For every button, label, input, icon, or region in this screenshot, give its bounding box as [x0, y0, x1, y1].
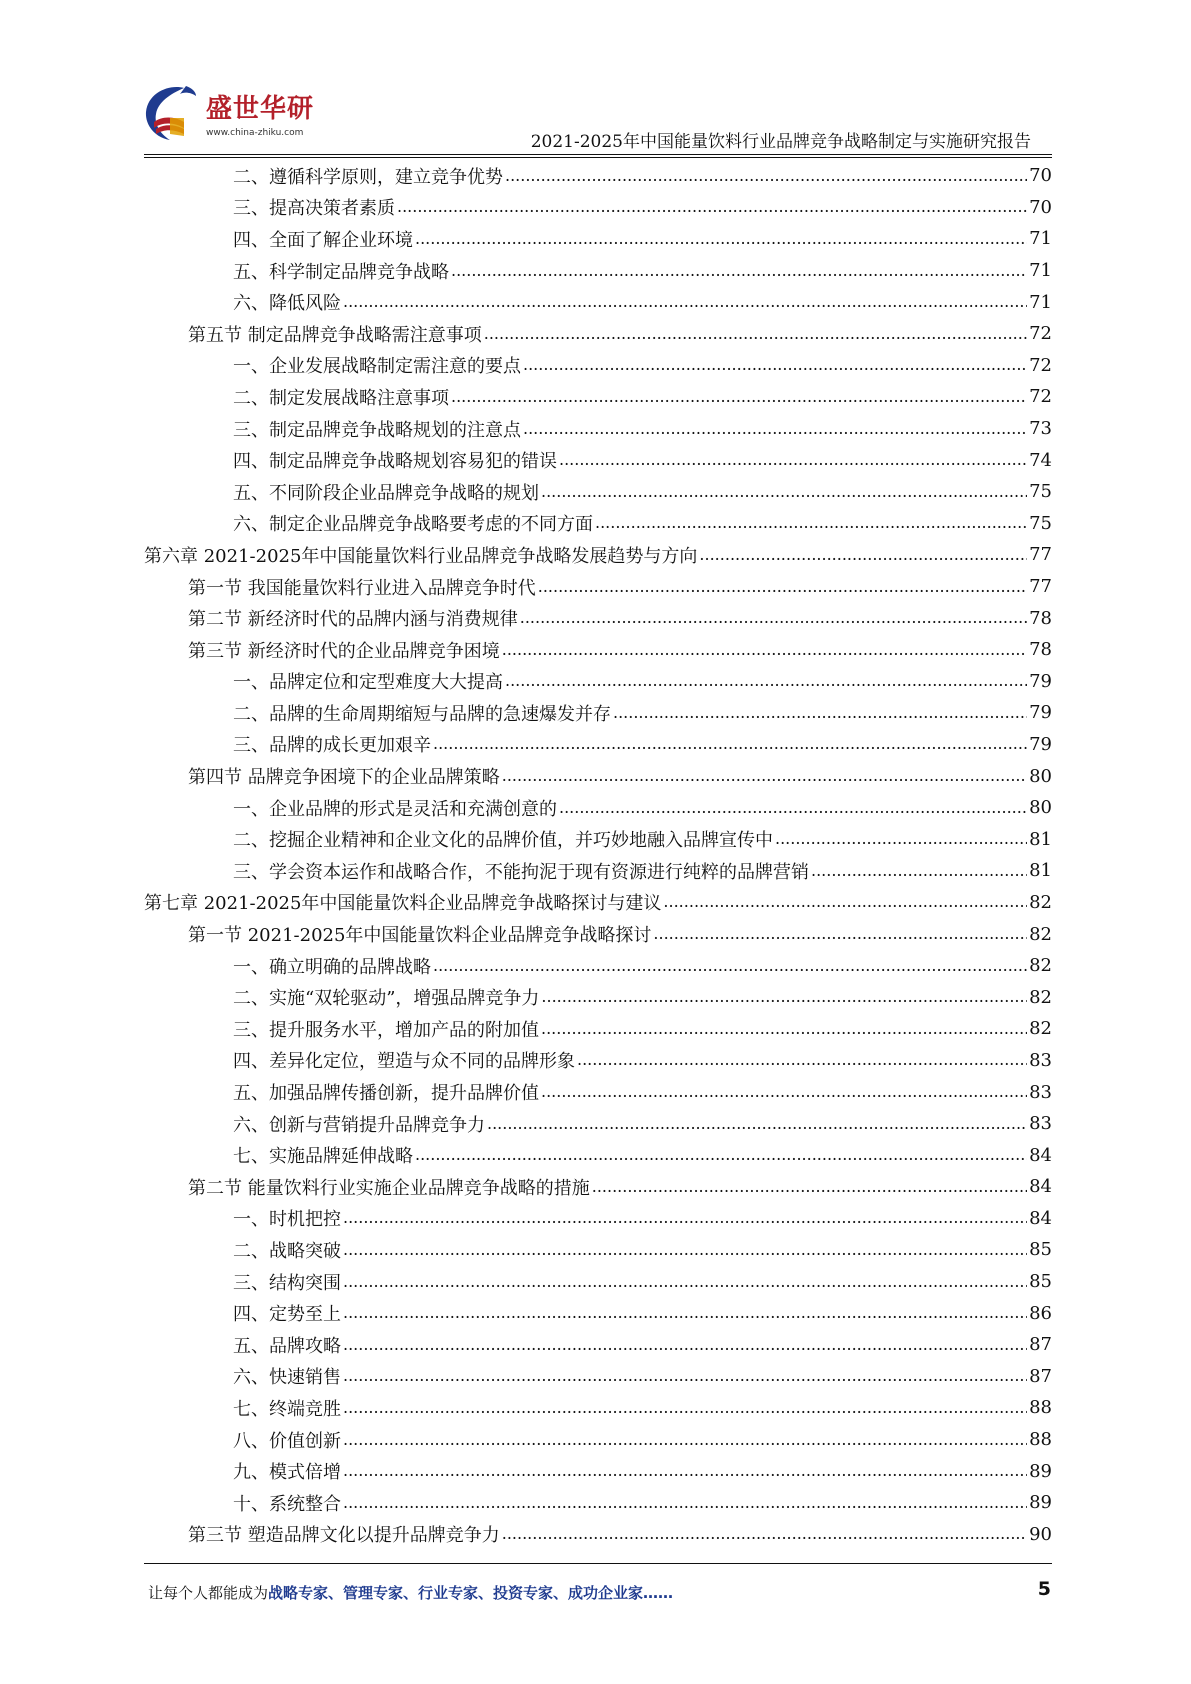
- toc-entry[interactable]: [144, 318, 1052, 350]
- toc-leader-dots: [343, 1336, 1027, 1354]
- toc-entry-title: 一、时机把控: [233, 1209, 341, 1231]
- toc-entry-page: 79: [1029, 702, 1052, 724]
- toc-entry[interactable]: [144, 1013, 1052, 1045]
- toc-leader-dots: [397, 198, 1027, 216]
- toc-entry[interactable]: [144, 634, 1052, 666]
- toc-entry-page: 84: [1029, 1144, 1052, 1166]
- toc-entry-page: 77: [1029, 544, 1052, 566]
- toc-entry-page: 90: [1029, 1523, 1052, 1545]
- toc-entry-page: 74: [1029, 449, 1052, 471]
- toc-entry[interactable]: [144, 1487, 1052, 1519]
- toc-entry[interactable]: [144, 444, 1052, 476]
- toc-leader-dots: [559, 799, 1027, 817]
- brand-logo-icon: [140, 82, 202, 144]
- toc-entry-page: 82: [1029, 1018, 1052, 1040]
- toc-entry-page: 81: [1029, 828, 1052, 850]
- toc-entry[interactable]: [144, 760, 1052, 792]
- toc-entry-page: 70: [1029, 165, 1052, 187]
- toc-entry-page: 71: [1029, 260, 1052, 282]
- toc-entry[interactable]: [144, 1361, 1052, 1393]
- toc-entry-title: 六、快速销售: [233, 1367, 341, 1389]
- toc-entry-title: 第四节 品牌竞争困境下的企业品牌策略: [188, 767, 500, 789]
- toc-entry-title: 四、制定品牌竞争战略规划容易犯的错误: [233, 451, 557, 473]
- toc-entry-title: 三、学会资本运作和战略合作，不能拘泥于现有资源进行纯粹的品牌营销: [233, 861, 809, 883]
- toc-leader-dots: [484, 325, 1027, 343]
- toc-entry-page: 70: [1029, 196, 1052, 218]
- toc-leader-dots: [577, 1051, 1027, 1069]
- toc-entry-title: 四、定势至上: [233, 1304, 341, 1326]
- toc-entry[interactable]: [144, 255, 1052, 287]
- toc-leader-dots: [523, 356, 1027, 374]
- toc-leader-dots: [343, 1399, 1027, 1417]
- toc-leader-dots: [541, 1020, 1027, 1038]
- toc-entry-title: 一、企业发展战略制定需注意的要点: [233, 356, 521, 378]
- toc-entry-page: 83: [1029, 1113, 1052, 1135]
- toc-leader-dots: [433, 957, 1027, 975]
- report-title: 2021-2025年中国能量饮料行业品牌竞争战略制定与实施研究报告: [530, 132, 1031, 152]
- toc-leader-dots: [343, 1241, 1027, 1259]
- toc-entry-page: 79: [1029, 670, 1052, 692]
- toc-entry[interactable]: [144, 381, 1052, 413]
- toc-entry-page: 78: [1029, 607, 1052, 629]
- toc-leader-dots: [451, 388, 1027, 406]
- toc-entry-title: 第一节 我国能量饮料行业进入品牌竞争时代: [188, 577, 536, 599]
- toc-leader-dots: [415, 230, 1027, 248]
- toc-entry-title: 三、提升服务水平，增加产品的附加值: [233, 1019, 539, 1041]
- toc-entry-page: 80: [1029, 797, 1052, 819]
- toc-entry-title: 六、创新与营销提升品牌竞争力: [233, 1114, 485, 1136]
- toc-entry-title: 十、系统整合: [233, 1493, 341, 1515]
- toc-entry[interactable]: [144, 1171, 1052, 1203]
- toc-entry[interactable]: [144, 223, 1052, 255]
- toc-entry-page: 85: [1029, 1239, 1052, 1261]
- toc-entry-page: 85: [1029, 1271, 1052, 1293]
- toc-entry-title: 二、遵循科学原则，建立竞争优势: [233, 166, 503, 188]
- toc-entry-page: 72: [1029, 386, 1052, 408]
- toc-leader-dots: [502, 641, 1027, 659]
- toc-entry[interactable]: [144, 1519, 1052, 1551]
- toc-entry-page: 82: [1029, 986, 1052, 1008]
- toc-leader-dots: [343, 1462, 1027, 1480]
- header-divider: [144, 154, 1052, 158]
- toc-entry[interactable]: [144, 508, 1052, 540]
- toc-entry[interactable]: [144, 697, 1052, 729]
- toc-leader-dots: [343, 1209, 1027, 1227]
- toc-entry-page: 87: [1029, 1365, 1052, 1387]
- toc-entry-title: 七、实施品牌延伸战略: [233, 1146, 413, 1168]
- toc-entry-page: 84: [1029, 1176, 1052, 1198]
- toc-leader-dots: [502, 767, 1027, 785]
- toc-leader-dots: [538, 578, 1027, 596]
- toc-leader-dots: [613, 704, 1027, 722]
- toc-entry[interactable]: [144, 666, 1052, 698]
- toc-entry-page: 86: [1029, 1302, 1052, 1324]
- toc-entry-page: 89: [1029, 1492, 1052, 1514]
- toc-leader-dots: [505, 167, 1027, 185]
- toc-entry[interactable]: [144, 792, 1052, 824]
- toc-entry-title: 三、结构突围: [233, 1272, 341, 1294]
- toc-entry[interactable]: [144, 1266, 1052, 1298]
- toc-entry[interactable]: [144, 729, 1052, 761]
- toc-entry[interactable]: [144, 602, 1052, 634]
- toc-entry-title: 二、挖掘企业精神和企业文化的品牌价值，并巧妙地融入品牌宣传中: [233, 830, 773, 852]
- toc-entry-title: 三、制定品牌竞争战略规划的注意点: [233, 419, 521, 441]
- toc-entry-title: 五、品牌攻略: [233, 1335, 341, 1357]
- toc-leader-dots: [541, 1083, 1027, 1101]
- toc-leader-dots: [559, 451, 1027, 469]
- toc-leader-dots: [343, 1367, 1027, 1385]
- toc-leader-dots: [699, 546, 1027, 564]
- toc-entry-title: 一、品牌定位和定型难度大大提高: [233, 672, 503, 694]
- toc-entry-page: 79: [1029, 733, 1052, 755]
- toc-leader-dots: [775, 830, 1027, 848]
- toc-entry-title: 四、全面了解企业环境: [233, 229, 413, 251]
- toc-entry-title: 五、不同阶段企业品牌竞争战略的规划: [233, 482, 539, 504]
- toc-entry-page: 80: [1029, 765, 1052, 787]
- toc-entry-title: 第二节 能量饮料行业实施企业品牌竞争战略的措施: [188, 1177, 590, 1199]
- toc-entry-title: 一、企业品牌的形式是灵活和充满创意的: [233, 798, 557, 820]
- toc-entry-title: 五、科学制定品牌竞争战略: [233, 261, 449, 283]
- toc-entry-page: 82: [1029, 891, 1052, 913]
- toc-entry-page: 84: [1029, 1207, 1052, 1229]
- toc-leader-dots: [343, 1431, 1027, 1449]
- toc-entry-page: 82: [1029, 923, 1052, 945]
- toc-leader-dots: [811, 862, 1027, 880]
- toc-leader-dots: [343, 1304, 1027, 1322]
- toc-leader-dots: [415, 1146, 1027, 1164]
- toc-leader-dots: [502, 1525, 1027, 1543]
- toc-entry[interactable]: [144, 350, 1052, 382]
- toc-leader-dots: [541, 988, 1027, 1006]
- toc-leader-dots: [451, 262, 1027, 280]
- toc-entry[interactable]: [144, 1045, 1052, 1077]
- toc-entry-title: 四、差异化定位，塑造与众不同的品牌形象: [233, 1051, 575, 1073]
- toc-entry-page: 75: [1029, 481, 1052, 503]
- toc-leader-dots: [595, 514, 1027, 532]
- brand-url: www.china-zhiku.com: [206, 128, 304, 138]
- toc-entry[interactable]: [144, 1424, 1052, 1456]
- toc-entry[interactable]: [144, 823, 1052, 855]
- toc-entry-page: 71: [1029, 291, 1052, 313]
- toc-entry[interactable]: [144, 887, 1052, 919]
- toc-entry-title: 三、提高决策者素质: [233, 198, 395, 220]
- brand-logo: [140, 82, 340, 152]
- toc-entry-page: 75: [1029, 512, 1052, 534]
- toc-entry[interactable]: [144, 539, 1052, 571]
- toc-entry-page: 77: [1029, 576, 1052, 598]
- toc-entry-title: 二、品牌的生命周期缩短与品牌的急速爆发并存: [233, 703, 611, 725]
- toc-entry-page: 88: [1029, 1429, 1052, 1451]
- toc-entry-title: 六、降低风险: [233, 293, 341, 315]
- footer-lead-text: 让每个人都能成为: [148, 1584, 269, 1602]
- page-number: 5: [1037, 1578, 1051, 1600]
- toc-entry[interactable]: [144, 918, 1052, 950]
- toc-entry[interactable]: [144, 981, 1052, 1013]
- toc-entry[interactable]: [144, 413, 1052, 445]
- toc-entry-title: 五、加强品牌传播创新，提升品牌价值: [233, 1083, 539, 1105]
- toc-entry[interactable]: [144, 855, 1052, 887]
- toc-entry[interactable]: [144, 192, 1052, 224]
- toc-entry-page: 71: [1029, 228, 1052, 250]
- footer-slogan: [148, 1582, 673, 1603]
- footer-divider: [144, 1563, 1052, 1564]
- toc-entry-title: 七、终端竞胜: [233, 1398, 341, 1420]
- toc-leader-dots: [663, 893, 1027, 911]
- toc-leader-dots: [433, 735, 1027, 753]
- toc-entry[interactable]: [144, 1139, 1052, 1171]
- toc-entry-page: 81: [1029, 860, 1052, 882]
- toc-entry-page: 78: [1029, 639, 1052, 661]
- toc-leader-dots: [520, 609, 1027, 627]
- toc-entry-title: 三、品牌的成长更加艰辛: [233, 735, 431, 757]
- toc-entry-title: 第五节 制定品牌竞争战略需注意事项: [188, 324, 482, 346]
- toc-entry[interactable]: [144, 476, 1052, 508]
- toc-entry-title: 第三节 塑造品牌文化以提升品牌竞争力: [188, 1525, 500, 1547]
- toc-entry[interactable]: [144, 1076, 1052, 1108]
- toc-entry[interactable]: [144, 571, 1052, 603]
- table-of-contents: [144, 160, 1052, 1550]
- toc-leader-dots: [343, 1494, 1027, 1512]
- toc-entry-title: 第六章 2021-2025年中国能量饮料行业品牌竞争战略发展趋势与方向: [144, 545, 698, 567]
- toc-entry-page: 73: [1029, 418, 1052, 440]
- toc-entry[interactable]: [144, 1234, 1052, 1266]
- toc-entry-title: 第二节 新经济时代的品牌内涵与消费规律: [188, 609, 518, 631]
- toc-entry-page: 83: [1029, 1049, 1052, 1071]
- toc-leader-dots: [487, 1115, 1027, 1133]
- toc-entry[interactable]: [144, 1203, 1052, 1235]
- toc-entry-page: 72: [1029, 323, 1052, 345]
- toc-entry-title: 八、价值创新: [233, 1430, 341, 1452]
- toc-leader-dots: [592, 1178, 1027, 1196]
- toc-leader-dots: [505, 672, 1027, 690]
- toc-entry-page: 89: [1029, 1460, 1052, 1482]
- toc-leader-dots: [343, 1273, 1027, 1291]
- toc-entry-title: 二、制定发展战略注意事项: [233, 387, 449, 409]
- toc-entry[interactable]: [144, 1329, 1052, 1361]
- toc-entry-title: 第一节 2021-2025年中国能量饮料企业品牌竞争战略探讨: [188, 925, 652, 947]
- toc-entry[interactable]: [144, 950, 1052, 982]
- toc-entry-title: 第七章 2021-2025年中国能量饮料企业品牌竞争战略探讨与建议: [144, 893, 662, 915]
- toc-entry[interactable]: [144, 1108, 1052, 1140]
- toc-leader-dots: [541, 483, 1027, 501]
- toc-entry-page: 82: [1029, 955, 1052, 977]
- toc-entry-page: 87: [1029, 1334, 1052, 1356]
- toc-leader-dots: [653, 925, 1027, 943]
- footer-highlight-text: 战略专家、管理专家、行业专家、投资专家、成功企业家……: [268, 1584, 674, 1602]
- toc-entry[interactable]: [144, 1455, 1052, 1487]
- toc-entry[interactable]: [144, 1297, 1052, 1329]
- brand-name: 盛世华研: [206, 94, 315, 124]
- toc-entry-title: 二、战略突破: [233, 1240, 341, 1262]
- toc-entry-page: 83: [1029, 1081, 1052, 1103]
- toc-leader-dots: [523, 420, 1027, 438]
- toc-entry-title: 六、制定企业品牌竞争战略要考虑的不同方面: [233, 514, 593, 536]
- toc-entry-page: 72: [1029, 354, 1052, 376]
- toc-entry[interactable]: [144, 1392, 1052, 1424]
- toc-entry[interactable]: [144, 286, 1052, 318]
- toc-entry-title: 第三节 新经济时代的企业品牌竞争困境: [188, 640, 500, 662]
- toc-leader-dots: [343, 293, 1027, 311]
- toc-entry-title: 二、实施“双轮驱动”，增强品牌竞争力: [233, 988, 540, 1010]
- toc-entry-title: 一、确立明确的品牌战略: [233, 956, 431, 978]
- toc-entry-title: 九、模式倍增: [233, 1462, 341, 1484]
- toc-entry[interactable]: [144, 160, 1052, 192]
- toc-entry-page: 88: [1029, 1397, 1052, 1419]
